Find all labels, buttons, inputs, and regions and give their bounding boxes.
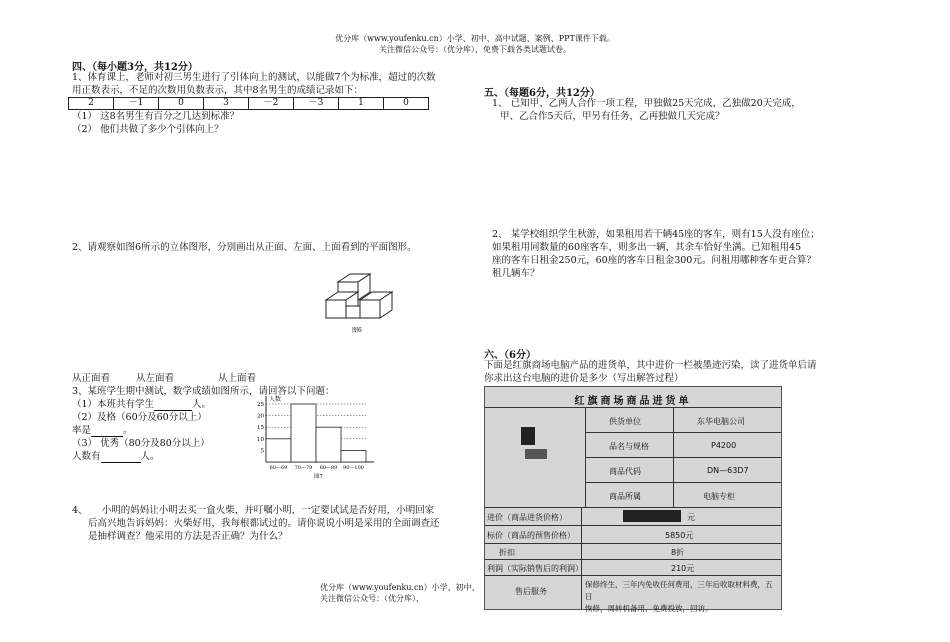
s4-q3-stem: 3、某班学生期中测试，数学成绩如图所示，请回答以下问题： <box>72 386 335 397</box>
fig6-caption: 图6 <box>352 327 362 334</box>
y-tick-label: 25 <box>257 402 264 408</box>
cost-label: 进价（商品进货价格） <box>487 513 567 522</box>
s4-q1 <box>72 71 472 97</box>
code-label: 商品代码 <box>609 467 641 476</box>
bar <box>341 450 366 462</box>
s5-q2 <box>492 228 820 280</box>
view-labels <box>72 372 312 385</box>
code-value: DN—63D7 <box>707 466 749 475</box>
view-top: 从上面看 <box>218 373 257 384</box>
s4-q4-line3: 是抽样调查？他采用的方法是否正确？为什么？ <box>88 531 288 542</box>
record-cell: 0 <box>159 98 204 110</box>
dept-label: 商品所属 <box>609 492 641 501</box>
s4-q1-line2: 用正数表示，不足的次数用负数表示，其中8名男生的成绩记录如下： <box>72 85 364 96</box>
discount-label: 折扣 <box>499 548 515 557</box>
page-header <box>250 33 700 55</box>
s4-q1-subquestions <box>72 110 239 136</box>
footer-line-1: 优分库（www.youfenku.cn）小学、初中、 <box>320 583 480 592</box>
chart-caption: 图7 <box>314 474 323 480</box>
stamp-graphic-base <box>525 449 547 459</box>
record-cell: 0 <box>384 98 429 110</box>
bar <box>266 439 291 462</box>
s6-line2: 你求出这台电脑的进价是多少（写出解答过程） <box>484 373 684 384</box>
s4-q4-line1: 4、 小明的妈妈让小明去买一盒火柴，并叮嘱小明，一定要试试是否好用，小明回家 <box>72 505 435 516</box>
section-5-title: 五、（每题6分，共12分） <box>484 88 600 99</box>
service-value <box>585 579 779 615</box>
record-cell: 3 <box>204 98 249 110</box>
record-table <box>68 97 429 110</box>
s5-q1-line2: 甲、乙合作5天后，甲另有任务，乙再独做几天完成？ <box>500 111 725 122</box>
section-6-title: 六、（6分） <box>484 350 536 361</box>
score-bar-chart <box>252 392 380 482</box>
supplier-value: 东华电脑公司 <box>697 417 745 426</box>
service-line2: 恢修，周转机备用，免费投放，回访。 <box>585 604 713 613</box>
y-tick-label: 15 <box>257 425 264 432</box>
cube-figure <box>318 270 400 338</box>
record-cell: 2 <box>69 98 114 110</box>
s4-q1-line1: 1、体育课上，老师对初三男生进行了引体向上的测试，以能做7个为标准，超过的次数 <box>72 72 436 83</box>
y-tick-label: 20 <box>257 413 264 420</box>
cost-unit: 元 <box>687 513 695 522</box>
view-front: 从正面看 <box>72 373 111 384</box>
name-value: P4200 <box>711 441 737 450</box>
bar <box>291 404 316 462</box>
s5-q1-line1: 1、 已知甲、乙两人合作一项工程，甲独做25天完成，乙独做20天完成， <box>492 98 801 109</box>
x-tick-label: 90—100 <box>343 465 364 471</box>
s4-q2: 2、请观察如图6所示的立体图形，分别画出从正面、左面、上面看到的平面图形。 <box>72 242 417 253</box>
price-label: 标价（商品的预售价格） <box>487 531 575 540</box>
service-label: 售后服务 <box>515 587 547 596</box>
bar <box>316 427 341 462</box>
name-label: 品名与规格 <box>609 442 649 451</box>
record-cell: －2 <box>249 98 294 110</box>
s4-q3-3b: 人数有 <box>72 451 101 462</box>
s4-q3-1-tail: 人。 <box>192 399 212 410</box>
s6-line1: 下面是红旗商场电脑产品的进货单，其中进价一栏被墨迹污染，读了进货单后请 <box>484 360 817 371</box>
y-axis-label: 人数 <box>269 396 282 403</box>
s4-q3-2: （2）及格（60分及60分以上） <box>72 412 207 423</box>
s4-q4-line2: 后高兴地告诉妈妈：火柴好用，我每根都试过的。请你说说小明是采用的全面调查还 <box>88 518 440 529</box>
record-cell: －3 <box>294 98 339 110</box>
s5-q1 <box>484 97 801 123</box>
price-value: 5850元 <box>665 531 694 540</box>
s5-q2-line1: 2、 某学校组织学生秋游，如果租用若干辆45座的客车，则有15人没有座位； <box>492 229 820 240</box>
discount-value: 8折 <box>671 548 685 557</box>
s4-q3-3c: 人。 <box>140 451 160 462</box>
x-tick-label: 60—69 <box>269 465 288 471</box>
section-4-title: 四、（每小题3分，共12分） <box>72 62 198 73</box>
stamp-graphic <box>521 427 535 445</box>
s4-q3-2c: 。 <box>123 425 133 436</box>
profit-value: 210元 <box>671 564 695 573</box>
record-cell: 1 <box>339 98 384 110</box>
y-tick-label: 5 <box>260 448 264 455</box>
invoice-title: 红旗商场商品进货单 <box>574 396 692 407</box>
answer-blank <box>91 426 123 437</box>
profit-label: 利润（实际销售后的利润） <box>487 564 583 573</box>
answer-blank <box>154 400 192 411</box>
record-cell: －1 <box>114 98 159 110</box>
x-tick-label: 70—79 <box>294 465 313 471</box>
page-footer <box>320 582 490 604</box>
header-line-2: 关注微信公众号：（优分库），免费下载各类试题试卷。 <box>379 45 571 54</box>
service-line1: 保修终生，三年内免收任何费用，三年后收取材料费，五日 <box>585 580 773 601</box>
s5-q2-line4: 租几辆车？ <box>492 268 540 279</box>
header-line-1: 优分库（www.youfenku.cn）小学、初中、高中试题、案例、PPT课件下载。 <box>335 34 615 43</box>
s5-q2-line3: 座的客车日租金250元，60座的客车日租金300元。问租用哪种客车更合算？ <box>492 255 816 266</box>
supplier-label: 供货单位 <box>609 417 641 426</box>
ink-stain <box>623 510 681 522</box>
s4-q3-1-text: （1）本班共有学生 <box>72 399 155 410</box>
s4-q3-3: （3） 优秀（80分及80分以上） <box>72 438 210 449</box>
s5-q2-line2: 如果租用同数量的60座客车，则多出一辆，其余车恰好坐满。已知租用45 <box>492 242 802 253</box>
s4-q1-a: （1） 这8名男生有百分之几达到标准？ <box>72 111 240 122</box>
s4-q3-2b: 率是 <box>72 425 92 436</box>
s4-q1-b: （2） 他们共做了多少个引体向上？ <box>72 124 224 135</box>
dept-value: 电脑专柜 <box>703 492 735 501</box>
x-tick-label: 80—89 <box>319 465 338 471</box>
y-tick-label: 10 <box>257 436 264 443</box>
footer-line-2: 关注微信公众号：（优分库）， <box>320 594 424 603</box>
s6-text <box>484 359 817 385</box>
view-left: 从左面看 <box>136 373 175 384</box>
purchase-invoice <box>484 386 782 613</box>
answer-blank <box>101 452 141 463</box>
s4-q4 <box>72 504 472 543</box>
